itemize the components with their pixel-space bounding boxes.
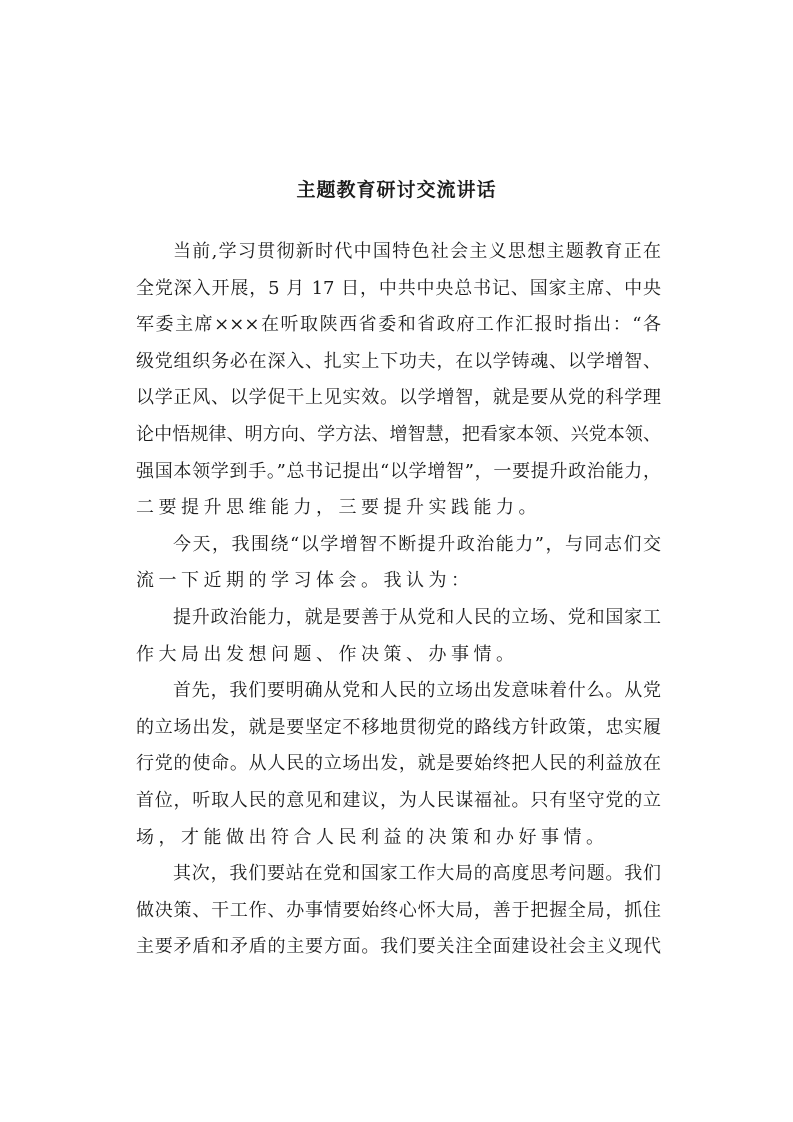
- text-line: 首位，听取人民的意见和建议，为人民谋福祉。只有坚守党的立: [136, 789, 661, 811]
- text-line: 行党的使命。从人民的立场出发，就是要始终把人民的利益放在: [136, 753, 661, 775]
- text-line: 做决策、干工作、办事情要始终心怀大局，善于把握全局，抓住: [136, 899, 661, 921]
- text-line: 强国本领学到手。”总书记提出“以学增智”，一要提升政治能力，: [136, 460, 661, 482]
- text-line: 当前,学习贯彻新时代中国特色社会主义思想主题教育正在: [173, 241, 661, 262]
- text-line: 提升政治能力，就是要善于从党和人民的立场、党和国家工: [173, 606, 661, 628]
- text-line: 场，才能做出符合人民利益的决策和办好事情。: [136, 826, 609, 848]
- text-line: 论中悟规律、明方向、学方法、增智慧，把看家本领、兴党本领、: [136, 423, 661, 445]
- text-line: 以学正风、以学促干上见实效。以学增智，就是要从党的科学理: [136, 387, 661, 409]
- document-body: [136, 234, 661, 966]
- text-line: 全党深入开展，5 月 17 日，中共中央总书记、国家主席、中央: [136, 277, 661, 299]
- text-line: 级党组织务必在深入、扎实上下功夫，在以学铸魂、以学增智、: [136, 350, 661, 372]
- text-line: 今天，我围绕“以学增智不断提升政治能力”，与同志们交: [173, 533, 661, 555]
- text-line: 主要矛盾和矛盾的主要方面。我们要关注全面建设社会主义现代: [136, 936, 661, 958]
- text-line: 的立场出发，就是要坚定不移地贯彻党的路线方针政策，忠实履: [136, 716, 661, 738]
- text-line: 流一下近期的学习体会。我认为：: [136, 570, 474, 592]
- text-line: 首先，我们要明确从党和人民的立场出发意味着什么。从党: [173, 680, 661, 702]
- text-line: 其次，我们要站在党和国家工作大局的高度思考问题。我们: [173, 863, 661, 885]
- document-title: 主题教育研讨交流讲话: [296, 179, 497, 201]
- text-line: 二要提升思维能力，三要提升实践能力。: [136, 497, 541, 519]
- text-line: 作大局出发想问题、作决策、办事情。: [136, 643, 519, 665]
- text-line: 军委主席×××在听取陕西省委和省政府工作汇报时指出：“各: [136, 314, 661, 336]
